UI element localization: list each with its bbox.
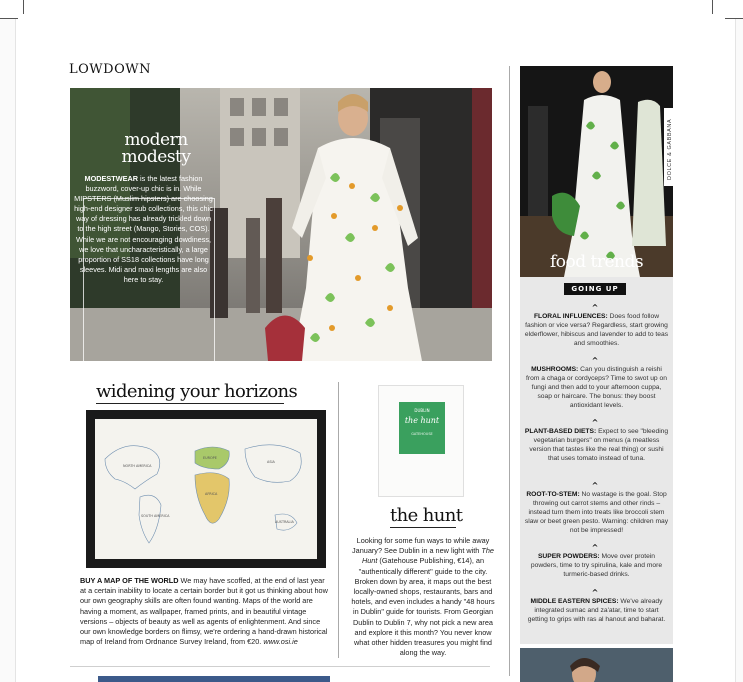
up-arrow-icon: ^ (591, 543, 599, 552)
hero-title-line1: modern (124, 130, 188, 150)
crop-mark (712, 0, 713, 14)
up-arrow-icon: ^ (591, 418, 599, 427)
crop-mark (23, 0, 24, 14)
column-divider (509, 66, 510, 676)
hero-body (72, 174, 215, 285)
crop-mark (0, 18, 18, 19)
hunt-title: the hunt (390, 505, 463, 526)
trend-text: No wastage is the goal. Stop throwing out carrot stems and other rinds – instead turn them into treats like broccoli stem slaw or beet green pesto. Warning: children may not be impressed! (524, 491, 669, 535)
world-map (95, 419, 317, 559)
trend-lead: MIDDLE EASTERN SPICES: (530, 598, 619, 605)
page-edge-left (0, 18, 16, 682)
going-up-badge: GOING UP (564, 283, 626, 295)
map-body-text: We may have scoffed, at the end of last year at a certain inability to locate a certain border but it got us thinking about how our own geography skills are often found wanting. Maps of the world are having a moment, as wallpaper, framed prints, and in beautiful vintage versions – objects of beauty as well as agents of enlightenment. And since our own knowledge borders on flimsy, we're ordering a hand-drawn historical map of Ireland from Ordnance Survey Ireland, from €20. (80, 576, 328, 647)
hero-photo (70, 88, 492, 361)
hunt-body-post: (Gatehouse Publishing, €14), an "authentically different" guide to the city. Broken down by area, it maps out the best locally-owned shops, restaurants, bars and hotels, and even includes a handy "48 hours in Dublin" guide for tourists. From Georgian Dublin to Dublin 7, why not pick a new area and explore it this month? You never know what other hidden treasures you might find along the way. (351, 556, 495, 658)
page-edge-right (735, 18, 743, 682)
bottom-rule (70, 666, 490, 667)
section-label: LOWDOWN (69, 62, 151, 77)
hero-title-line2: modesty (121, 147, 191, 167)
book-cover (399, 402, 445, 454)
hunt-underline (390, 527, 456, 528)
bottom-strip (98, 676, 330, 682)
hunt-body (348, 536, 498, 658)
map-label-south-america: SOUTH AMERICA (141, 514, 170, 518)
map-label-africa: AFRICA (205, 492, 218, 496)
map-label-australia: AUSTRALIA (275, 520, 294, 524)
up-arrow-icon: ^ (591, 588, 599, 597)
book-cover-title: the hunt (404, 416, 440, 425)
widening-underline (96, 403, 284, 404)
trend-text: Move over protein powders, time to try spirulina, kale and more turmeric-based drinks. (530, 553, 663, 579)
trend-lead: ROOT-TO-STEM: (526, 491, 580, 498)
map-body (80, 576, 330, 647)
up-arrow-icon: ^ (591, 481, 599, 490)
bottom-photo (520, 648, 673, 682)
hero-body-text: is the latest fashion buzzword, cover-up chic is in. While MIPSTERS (Muslim hipsters) are choosing high-end designer sub collections, this chic way of dressing has already trickled down to the high street (Mango, Stories, COS). While we are not encouraging dowdiness, we love that uncharacteristically, a large proportion of SS18 collections have long sleeves. Midi and maxi lengths are also here to stay. (74, 174, 213, 284)
trend-lead: MUSHROOMS: (531, 366, 579, 373)
column-divider-inner (338, 382, 339, 658)
trend-item (524, 597, 669, 624)
photo-credit (664, 108, 678, 186)
trend-item (524, 552, 669, 579)
trend-item (524, 365, 669, 410)
crop-mark (725, 18, 743, 19)
food-photo (520, 66, 673, 277)
trend-lead: SUPER POWDERS: (537, 553, 600, 560)
photo-credit-text: DOLCE & GABBANA (667, 118, 673, 180)
up-arrow-icon: ^ (591, 356, 599, 365)
map-url: www.osi.ie (263, 637, 298, 647)
food-trends-title: food trends (549, 252, 644, 272)
book-cover-sub: GATEHOUSE (411, 432, 433, 436)
hero-lead: MODESTWEAR (84, 174, 138, 183)
hunt-book-title: The Hunt (361, 546, 494, 566)
trend-lead: PLANT-BASED DIETS: (524, 428, 597, 435)
hunt-body-pre: Looking for some fun ways to while away January? See Dublin in a new light with (352, 536, 490, 556)
trend-text: Does food follow fashion or vice versa? Regardless, start growing elderflower, hibiscus and lavender to add to teas and smoothies. (524, 313, 669, 348)
trend-item (524, 427, 669, 463)
hero-title (96, 132, 216, 166)
map-label-europe: EUROPE (203, 456, 217, 460)
trend-item (524, 312, 669, 348)
trend-text: We've already integrated sumac and za'atar, time to start getting to grips with ras al hanout and baharat. (527, 598, 666, 624)
up-arrow-icon: ^ (591, 303, 599, 312)
widening-title: widening your horizons (96, 381, 298, 402)
trend-text: Expect to see "bleeding vegetarian burgers" on menus (a meatless version that tastes like the real thing) or sushi that uses tomato instead of tuna. (529, 428, 669, 463)
map-lead: BUY A MAP OF THE WORLD (80, 576, 179, 585)
trend-item (524, 490, 669, 535)
world-map-frame (86, 410, 326, 568)
book-cover-top: DUBLIN (414, 408, 430, 413)
map-label-asia: ASIA (267, 460, 275, 464)
map-label-north-america: NORTH AMERICA (123, 464, 152, 468)
trend-text: Can you distinguish a reishi from a chaga or cordyceps? Time to swot up on fungi and then add to your afternoon cuppa, soap or haircare. The bonus: they boost antioxidant levels. (526, 366, 667, 410)
trend-lead: FLORAL INFLUENCES: (533, 313, 608, 320)
book-image (378, 385, 464, 497)
